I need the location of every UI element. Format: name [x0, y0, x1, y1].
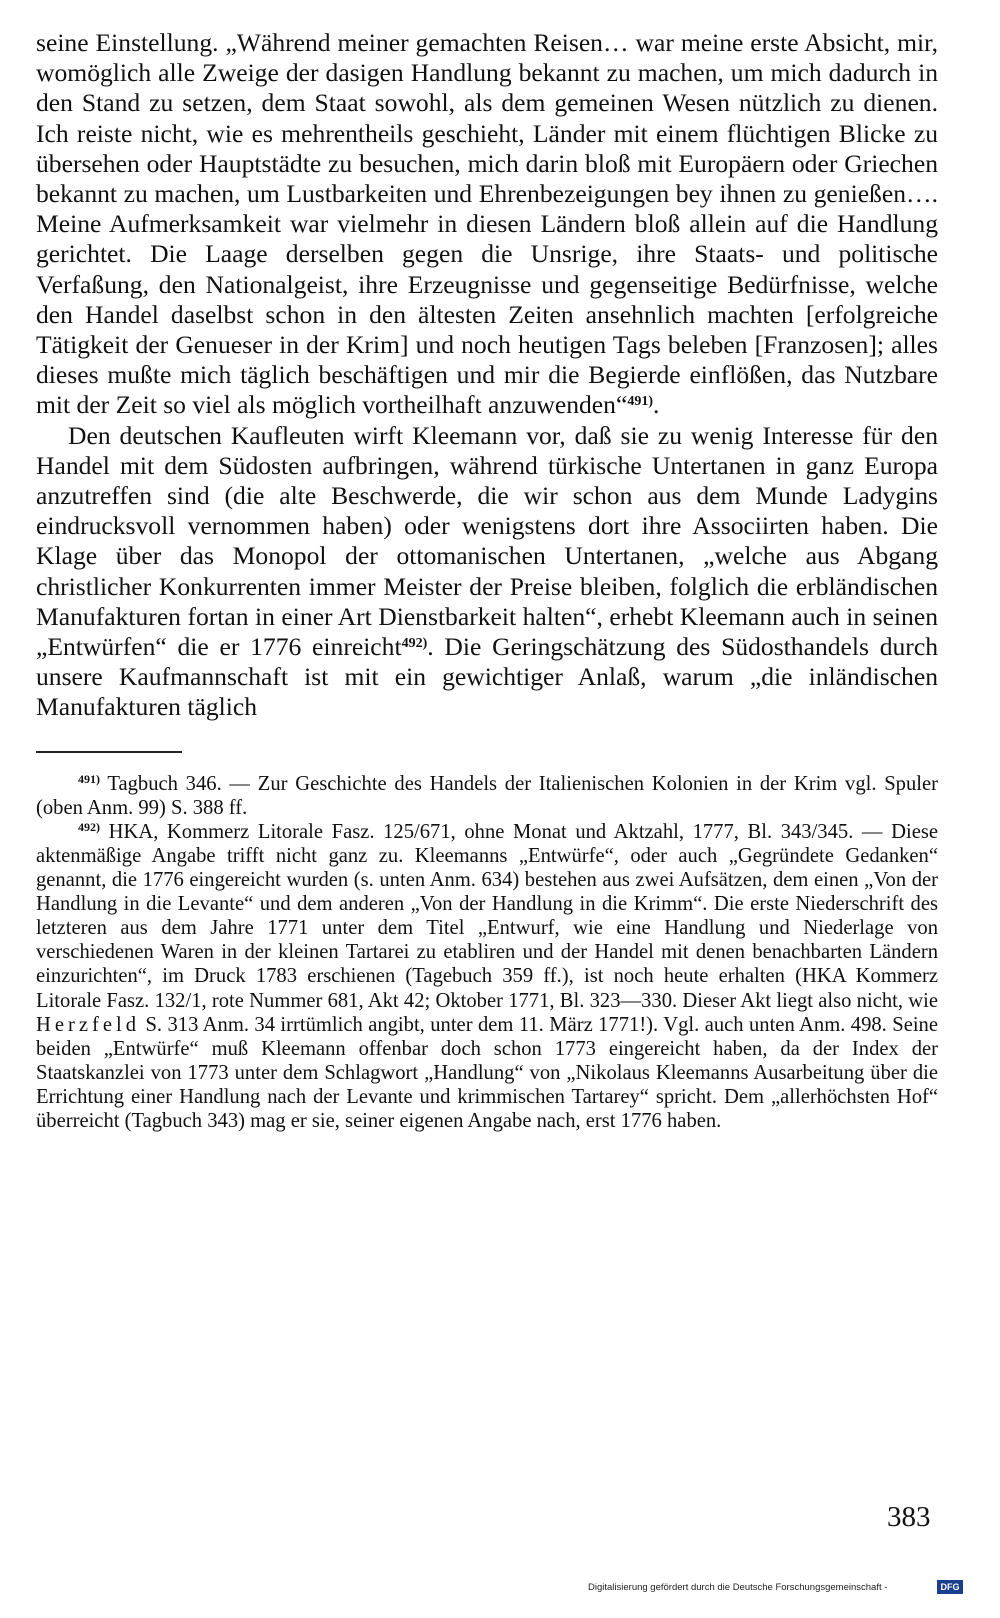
footnote-492-text-a: HKA, Kommerz Litorale Fasz. 125/671, ohne Monat und Aktzahl, 1777, Bl. 343/345. — Diese aktenmäßige Angabe trifft nicht ganz zu. Kleemanns „Entwürfe“, oder auch „Gegründete Gedanken“ genannt, die 1776 eingereicht wurden (s. unten Anm. 634) bestehen aus zwei Aufsätzen, dem einen „Von der Handlung in die Levante“ und dem anderen „Von der Handlung in die Krimm“. Die erste Niederschrift des letzteren aus dem Jahre 1771 unter dem Titel „Entwurf, wie eine Handlung und Niederlage von verschiedenen Waren in der kleinen Tartarei zu etabliren und der Handel mit denen benachbarten Ländern einzurichten“, im Druck 1783 erschienen (Tagebuch 359 ff.), ist noch heute erhalten (HKA Kommerz Litorale Fasz. 132/1, rote Nummer 681, Akt 42; Oktober 1771, Bl. 323—330. Dieser Akt liegt also nicht, wie	[36, 820, 938, 1012]
digitization-credit: Digitalisierung gefördert durch die Deutsche Forschungsgemeinschaft -	[588, 1582, 888, 1593]
main-text	[36, 28, 938, 723]
page-content	[36, 28, 938, 1133]
paragraph-1-text: seine Einstellung. „Während meiner gemachten Reisen… war meine erste Absicht, mir, womöglich alle Zweige der dasigen Handlung bekannt zu machen, um mich dadurch in den Stand zu setzen, dem Staat sowohl, als dem gemeinen Wesen nützlich zu dienen. Ich reiste nicht, wie es mehrentheils geschieht, Länder mit einem flüchtigen Blicke zu übersehen oder Hauptstädte zu besuchen, mich darin bloß mit Europäern oder Griechen bekannt zu machen, um Lustbarkeiten und Ehrenbezeigungen bey ihnen zu genießen…. Meine Aufmerksamkeit war vielmehr in diesen Ländern bloß allein auf die Handlung gerichtet. Die Laage derselben gegen die Unsrige, ihre Staats- und politische Verfaßung, den Nationalgeist, ihre Erzeugnisse und gegenseitige Bedürfnisse, welche den Handel daselbst schon in den ältesten Zeiten ansehnlich machten [erfolgreiche Tätigkeit der Genueser in der Krim] und noch heutigen Tags beleben [Franzosen]; alles dieses mußte mich täglich beschäftigen und mir die Begierde einflößen, das Nutzbare mit der Zeit so viel als möglich vortheilhaft anzuwenden“	[36, 28, 938, 420]
footnote-marker-491: 491)	[78, 771, 100, 786]
footnote-492	[36, 820, 938, 1133]
footnote-491	[36, 772, 938, 820]
footnote-marker-492: 492)	[78, 819, 100, 834]
page-number: 383	[887, 1501, 931, 1533]
footnote-ref-492[interactable]: 492)	[401, 636, 428, 652]
footnote-492-author: Herzfeld	[36, 1013, 141, 1036]
paragraph-2	[36, 421, 938, 723]
footnote-492-text-b: S. 313 Anm. 34 irrtümlich angibt, unter dem 11. März 1771!). Vgl. auch unten Anm. 498. Seine beiden „Entwürfe“ muß Kleemann offenbar doch schon 1773 eingereicht haben, da der Index der Staatskanzlei von 1773 unter dem Schlagwort „Handlung“ von „Nikolaus Kleemanns Ausarbeitung über die Errichtung einer Handlung nach der Levante und krimmischen Tartarey“ spricht. Dem „allerhöchsten Hof“ überreicht (Tagbuch 343) mag er sie, seiner eigenen Angabe nach, erst 1776 haben.	[36, 1013, 938, 1132]
dfg-logo: DFG	[937, 1580, 963, 1594]
paragraph-1-end: .	[653, 390, 660, 420]
footnote-ref-491[interactable]: 491)	[627, 394, 653, 410]
paragraph-2-text: Den deutschen Kaufleuten wirft Kleemann vor, daß sie zu wenig Interesse für den Handel mit dem Südosten aufbringen, während türkische Untertanen in ganz Europa anzutreffen sind (die alte Beschwerde, die wir schon aus dem Munde Ladygins eindrucksvoll vernommen haben) oder wenigstens dort ihre Associirten haben. Die Klage über das Monopol der ottomanischen Untertanen, „welche aus Abgang christlicher Konkurrenten immer Meister der Preise bleiben, folglich die erbländischen Manufakturen fortan in einer Art Dienstbarkeit halten“, erhebt Kleemann auch in seinen „Entwürfen“ die er 1776 einreicht	[36, 420, 938, 662]
footnote-divider	[36, 751, 182, 753]
paragraph-2-end: . Die Geringschätzung des Südosthandels durch unsere Kaufmannschaft ist mit ein gewichtiger Anlaß, warum „die inländischen Manufakturen täglich	[36, 632, 938, 722]
footnotes	[36, 772, 938, 1133]
paragraph-1	[36, 28, 938, 421]
footnote-491-text: Tagbuch 346. — Zur Geschichte des Handels der Italienischen Kolonien in der Krim vgl. Spuler (oben Anm. 99) S. 388 ff.	[36, 772, 938, 819]
